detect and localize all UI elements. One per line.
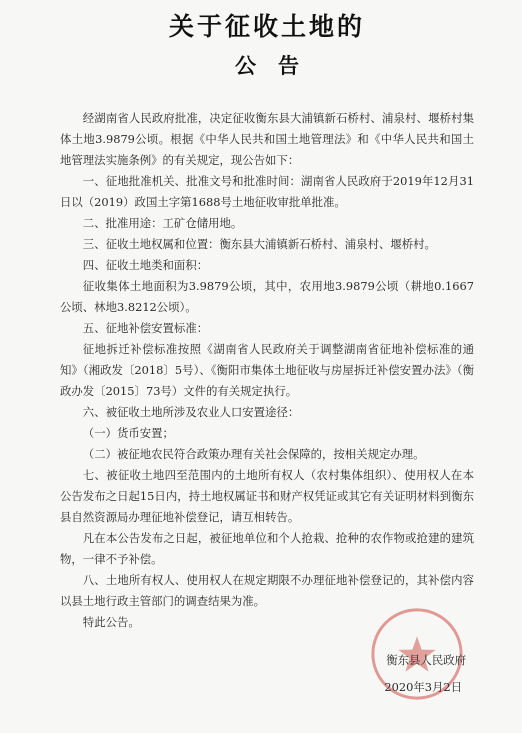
section-4-heading: 四、征收土地类和面积： — [82, 258, 209, 272]
section-8-default: 八、土地所有权人、使用权人在规定期限不办理征地补偿登记的，其补偿内容以县土地行政主管部门的调查结果为准。 — [60, 573, 474, 608]
section-6-heading: 六、被征收土地所涉及农业人口安置途径： — [82, 405, 300, 419]
section-6-item-2: （二）被征地农民符合政策办理有关社会保障的，按相关规定办理。 — [82, 447, 425, 461]
section-7-registration: 七、被征收土地四至范围内的土地所有权人（农村集体组织）、使用权人在本公告发布之日起15日内，持土地权属证书和财产权凭证或其它有关证明材料到衡东县自然资源局办理征地补偿登记，请互相转告。 — [60, 468, 474, 524]
section-2-purpose: 二、批准用途：工矿仓储用地。 — [82, 216, 243, 230]
section-6-item-1: （一）货币安置； — [82, 426, 174, 440]
notice-subtitle: 公告 — [235, 53, 321, 78]
issue-date: 2020年3月2日 — [384, 680, 462, 694]
closing-remark: 特此公告。 — [82, 615, 140, 629]
section-4-area: 征收集体土地面积为3.9879公顷，其中，农用地3.9879公顷（耕地0.1667公顷、林地3.8212公顷）。 — [60, 279, 474, 314]
section-7-no-compensation: 凡在本公告发布之日起，被征地单位和个人抢栽、抢种的农作物或抢建的建筑物，一律不予补偿。 — [60, 531, 474, 566]
issuer-name: 衡东县人民政府 — [386, 653, 466, 667]
section-3-location: 三、征收土地权属和位置：衡东县大浦镇新石桥村、浦泉村、堰桥村。 — [82, 237, 436, 251]
notice-title: 关于征收土地的 — [168, 12, 365, 41]
section-5-standard: 征地拆迁补偿标准按照《湖南省人民政府关于调整湖南省征地补偿标准的通知》（湘政发〔2018〕5号）、《衡阳市集体土地征收与房屋拆迁补偿安置办法》（衡政办发〔2015〕73号）文件的有关规定执行。 — [60, 342, 474, 398]
intro-paragraph: 经湖南省人民政府批准，决定征收衡东县大浦镇新石桥村、浦泉村、堰桥村集体土地3.9879公顷。根据《中华人民共和国土地管理法》和《中华人民共和国土地管理法实施条例》的有关规定，现公告如下： — [60, 111, 474, 167]
section-5-heading: 五、征地补偿安置标准： — [82, 321, 209, 335]
section-1-approval: 一、征地批准机关、批准文号和批准时间：湖南省人民政府于2019年12月31日以（2019）政国土字第1688号土地征收审批单批准。 — [60, 174, 474, 209]
